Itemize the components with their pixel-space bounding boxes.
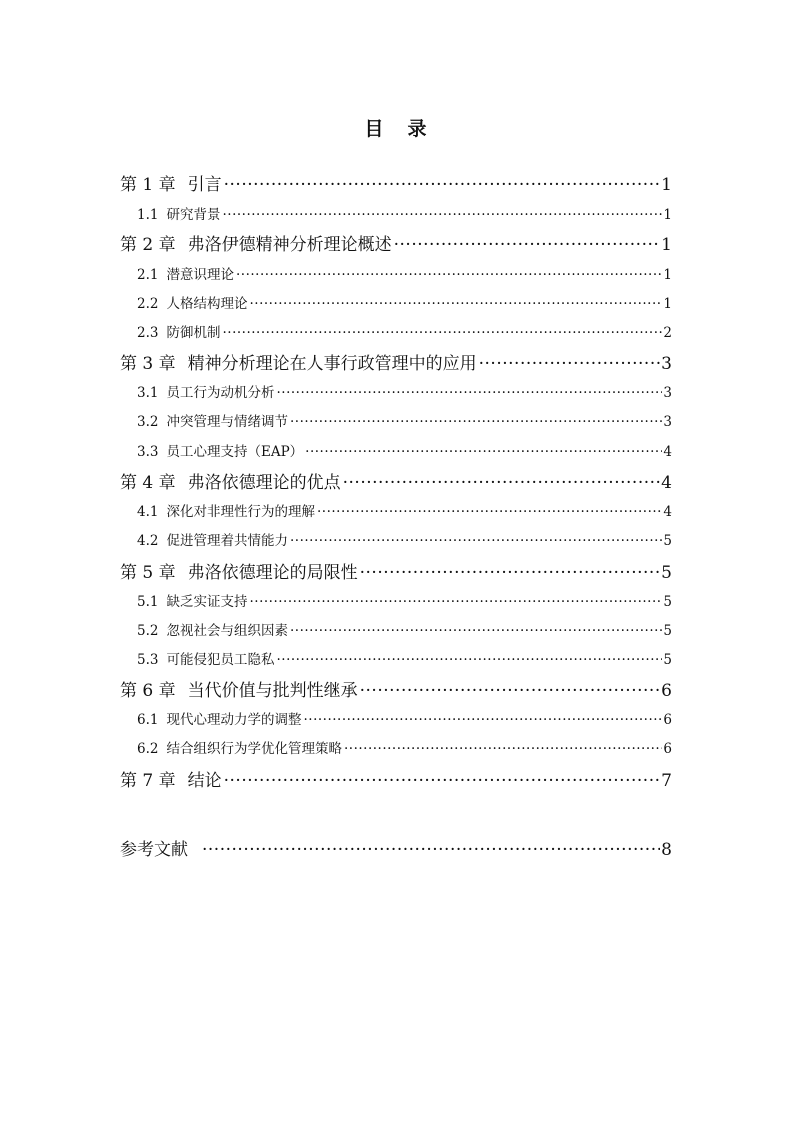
entry-number: 6.2: [137, 741, 159, 757]
dot-leader: [222, 325, 662, 341]
entry-number: 第 3 章: [120, 354, 176, 374]
dot-leader: [222, 207, 662, 223]
entry-number: 第 4 章: [120, 473, 176, 493]
entry-title: 研究背景: [166, 207, 221, 223]
toc-section-6-1[interactable]: [137, 708, 672, 728]
entry-page: 6: [663, 712, 672, 728]
entry-title: 弗洛依德理论的局限性: [187, 563, 358, 583]
entry-number: 2.2: [137, 296, 159, 312]
toc-title-part2: 录: [407, 118, 429, 140]
entry-title: 忽视社会与组织因素: [166, 623, 288, 639]
dot-leader: [249, 594, 662, 610]
dot-leader: [276, 385, 662, 401]
entry-number: 第 7 章: [120, 771, 176, 791]
entry-number: 5.3: [137, 652, 159, 668]
entry-number: 2.1: [137, 267, 159, 283]
toc-section-4-2[interactable]: [137, 529, 672, 549]
dot-leader: [276, 652, 662, 668]
toc-chapter-3[interactable]: [120, 349, 672, 375]
toc-chapter-1[interactable]: [120, 170, 672, 196]
entry-title: 弗洛伊德精神分析理论概述: [187, 235, 392, 255]
entry-number: 5.1: [137, 594, 159, 610]
dot-leader: [290, 533, 662, 549]
entry-page: 8: [661, 840, 672, 860]
entry-page: 5: [663, 652, 672, 668]
toc-section-5-3[interactable]: [137, 648, 672, 668]
entry-page: 6: [661, 681, 672, 701]
entry-title: 员工心理支持（EAP）: [166, 444, 304, 460]
entry-title: 促进管理着共情能力: [166, 533, 288, 549]
toc-section-2-3[interactable]: [137, 321, 672, 341]
entry-title: 人格结构理论: [166, 296, 248, 312]
dot-leader: [360, 681, 661, 701]
entry-number: 4.1: [137, 504, 159, 520]
entry-number: 3.2: [137, 414, 159, 430]
dot-leader: [290, 414, 662, 430]
entry-number: 参考文献: [120, 840, 188, 860]
entry-page: 5: [663, 533, 672, 549]
entry-page: 1: [661, 175, 672, 195]
entry-page: 4: [663, 444, 672, 460]
entry-page: 2: [663, 325, 672, 341]
entry-page: 4: [663, 504, 672, 520]
entry-page: 5: [663, 594, 672, 610]
dot-leader: [236, 267, 662, 283]
dot-leader: [479, 354, 661, 374]
toc-references[interactable]: [120, 835, 672, 861]
entry-page: 5: [661, 563, 672, 583]
dot-leader: [249, 296, 662, 312]
entry-title: 结论: [187, 771, 222, 791]
entry-page: 6: [663, 741, 672, 757]
toc-section-4-1[interactable]: [137, 500, 672, 520]
entry-page: 1: [661, 235, 672, 255]
entry-title: 精神分析理论在人事行政管理中的应用: [187, 354, 477, 374]
dot-leader: [224, 771, 661, 791]
entry-page: 5: [663, 623, 672, 639]
toc-section-5-1[interactable]: [137, 590, 672, 610]
entry-number: 1.1: [137, 207, 159, 223]
entry-page: 3: [661, 354, 672, 374]
entry-number: 2.3: [137, 325, 159, 341]
toc-title-part1: 目: [364, 118, 386, 140]
toc-section-2-1[interactable]: [137, 263, 672, 283]
entry-number: 4.2: [137, 533, 159, 549]
toc-section-3-2[interactable]: [137, 410, 672, 430]
entry-title: 引言: [187, 175, 222, 195]
dot-leader: [343, 473, 661, 493]
dot-leader: [202, 840, 660, 860]
entry-title: 当代价值与批判性继承: [187, 681, 358, 701]
dot-leader: [290, 623, 662, 639]
toc-section-5-2[interactable]: [137, 619, 672, 639]
entry-title: 员工行为动机分析: [166, 385, 275, 401]
dot-leader: [344, 741, 662, 757]
dot-leader: [224, 175, 661, 195]
entry-page: 1: [663, 207, 672, 223]
entry-title: 弗洛依德理论的优点: [187, 473, 341, 493]
entry-page: 7: [661, 771, 672, 791]
entry-title: 现代心理动力学的调整: [166, 712, 302, 728]
entry-title: 潜意识理论: [166, 267, 234, 283]
toc-chapter-2[interactable]: [120, 230, 672, 256]
entry-title: 防御机制: [166, 325, 221, 341]
entry-page: 3: [663, 414, 672, 430]
entry-number: 第 1 章: [120, 175, 176, 195]
toc-chapter-4[interactable]: [120, 468, 672, 494]
dot-leader: [303, 712, 662, 728]
toc-section-3-1[interactable]: [137, 381, 672, 401]
toc-section-1-1[interactable]: [137, 203, 672, 223]
entry-title: 深化对非理性行为的理解: [166, 504, 315, 520]
entry-page: 1: [663, 267, 672, 283]
dot-leader: [394, 235, 661, 255]
dot-leader: [305, 444, 662, 460]
entry-number: 第 6 章: [120, 681, 176, 701]
entry-title: 缺乏实证支持: [166, 594, 248, 610]
toc-section-3-3[interactable]: [137, 440, 672, 460]
entry-number: 6.1: [137, 712, 159, 728]
toc-chapter-7[interactable]: [120, 766, 672, 792]
toc-chapter-6[interactable]: [120, 676, 672, 702]
toc-section-2-2[interactable]: [137, 292, 672, 312]
entry-number: 第 2 章: [120, 235, 176, 255]
entry-title: 可能侵犯员工隐私: [166, 652, 275, 668]
entry-number: 3.1: [137, 385, 159, 401]
entry-page: 1: [663, 296, 672, 312]
entry-page: 3: [663, 385, 672, 401]
entry-title: 冲突管理与情绪调节: [166, 414, 288, 430]
dot-leader: [360, 563, 661, 583]
entry-number: 3.3: [137, 444, 159, 460]
toc-chapter-5[interactable]: [120, 558, 672, 584]
dot-leader: [317, 504, 662, 520]
entry-page: 4: [661, 473, 672, 493]
entry-number: 5.2: [137, 623, 159, 639]
entry-title: 结合组织行为学优化管理策略: [166, 741, 342, 757]
toc-section-6-2[interactable]: [137, 737, 672, 757]
entry-number: 第 5 章: [120, 563, 176, 583]
